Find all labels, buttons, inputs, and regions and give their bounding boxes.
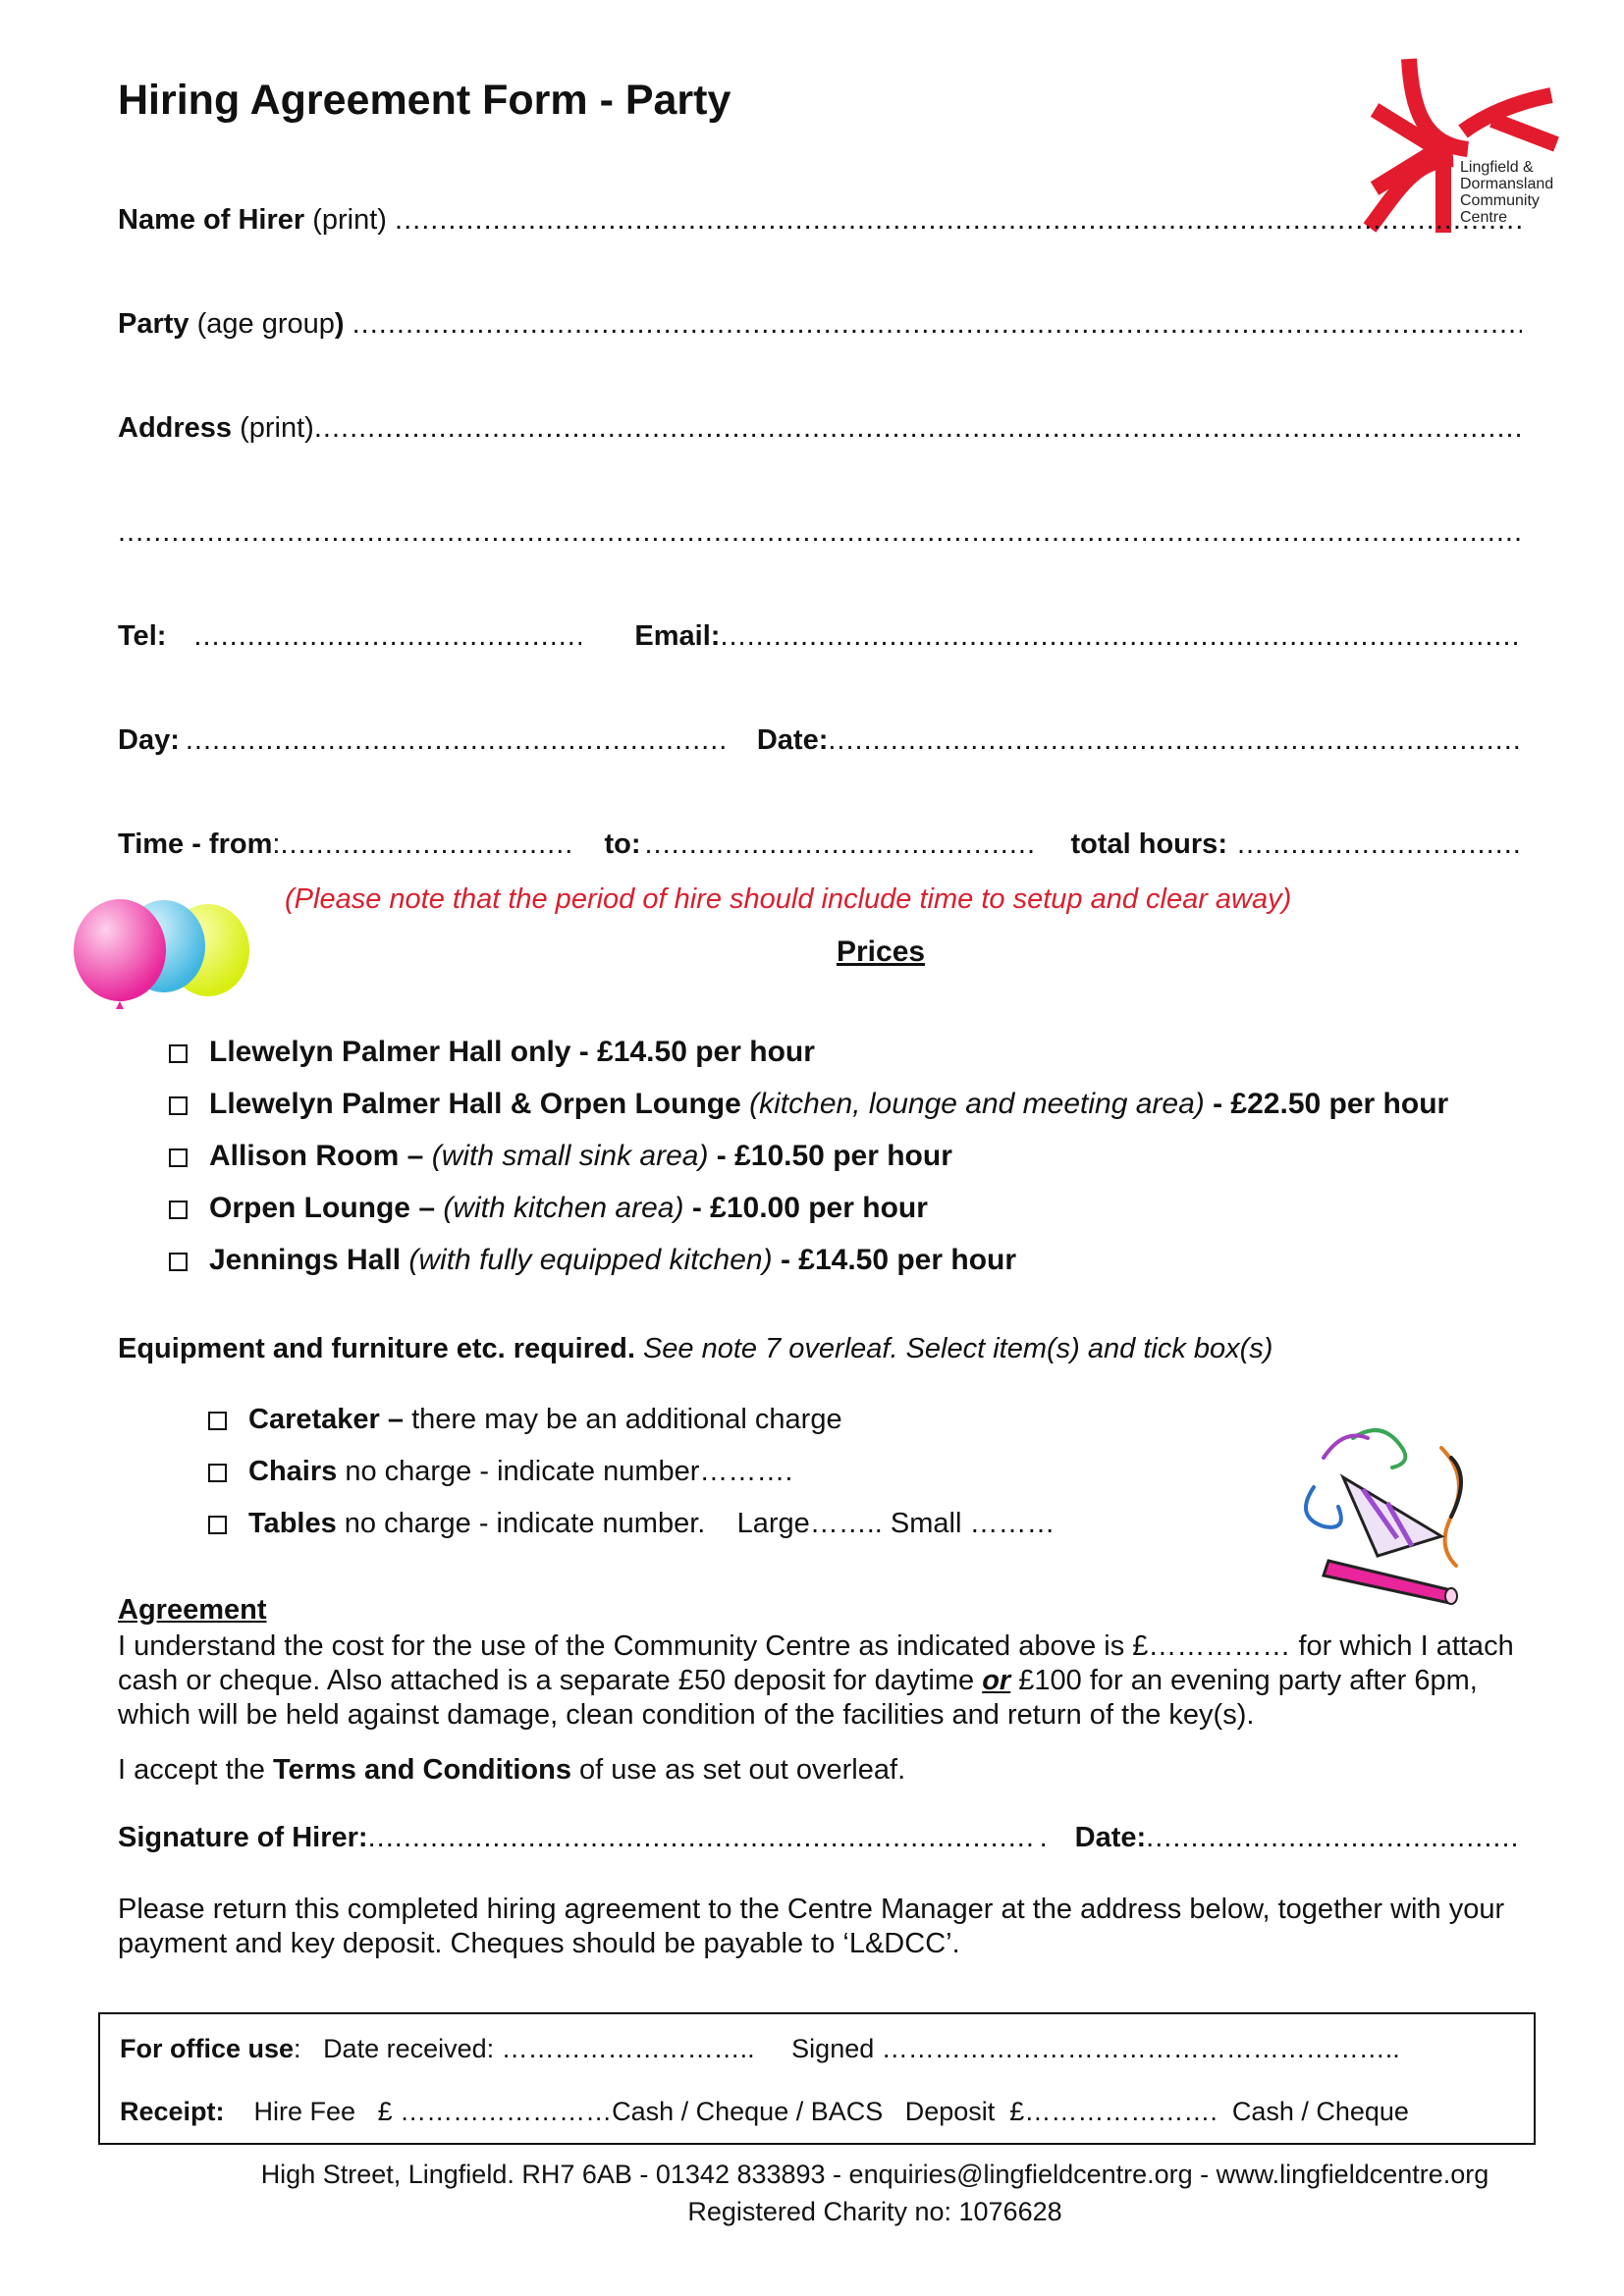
terms-and-conditions: Terms and Conditions [273,1754,571,1786]
address-field[interactable] [118,412,1522,445]
signature-input-line[interactable] [368,1822,1036,1854]
date-received: Date received: ……………………….. [323,2034,755,2063]
price-option-detail: (with kitchen area) [443,1192,684,1224]
date-label: Date: [756,724,829,756]
price-option-price: - £10.50 per hour [716,1140,952,1172]
agreement-heading: Agreement [118,1594,267,1626]
date-input-line[interactable] [828,724,1522,757]
balloons-icon [61,893,257,1016]
price-option-price: - £14.50 per hour [780,1244,1017,1276]
office-use-colon: : [294,2034,301,2063]
party-field[interactable] [118,308,1522,341]
agreement-text [118,1629,1532,1733]
price-option[interactable] [169,1140,1448,1192]
signature-date-input-line[interactable] [1146,1822,1522,1854]
price-option[interactable] [169,1088,1448,1140]
party-hint: (age group [196,308,335,340]
page-title: Hiring Agreement Form - Party [118,77,731,124]
return-note: Please return this completed hiring agreement to the Centre Manager at the address below, together with your payment and key deposit. Cheques should be payable to ‘L&DCC’. [118,1894,1505,1959]
tel-label: Tel: [118,620,167,652]
total-hours-input-line[interactable] [1237,828,1522,861]
balloons-image [61,893,257,1016]
footer-address: High Street, Lingfield. RH7 6AB - 01342 833893 - enquiries@lingfieldcentre.org - www.lingfieldcentre.org [260,2160,1489,2189]
receipt-text: Hire Fee £ ……………………Cash / Cheque / BACS Deposit £…………………. Cash / Cheque [253,2097,1409,2126]
equipment-heading-note: See note 7 overleaf. Select item(s) and tick box(s) [642,1333,1273,1364]
price-list [169,1036,1448,1296]
receipt-line [120,2097,1409,2127]
receipt-label: Receipt: [120,2097,225,2126]
checkbox[interactable] [169,1148,188,1167]
time-to-input-line[interactable] [644,828,1037,861]
email-label: Email: [634,620,721,652]
price-option[interactable] [169,1192,1448,1244]
party-hat-icon [1294,1418,1490,1605]
price-option-price: - £22.50 per hour [1213,1088,1449,1120]
day-date-row [118,724,1522,757]
time-from-colon: : [272,828,281,860]
equipment-option-detail: no charge - indicate number. Large…….. Small ……… [344,1508,1056,1539]
price-option-name: Orpen Lounge – [209,1192,436,1224]
day-label: Day: [118,724,180,756]
price-option-detail: (with small sink area) [431,1140,709,1172]
agreement-text-part: £100 for an evening party after 6pm, which will be held against damage, clean condition of the facilities and return of the key(s). [118,1665,1478,1731]
name-input-line[interactable] [395,204,1522,237]
equipment-option[interactable] [208,1404,1055,1456]
address-input-line-2[interactable] [118,516,1522,549]
time-row [118,828,1522,861]
address-label: Address [118,412,233,444]
price-option-price: - £10.00 per hour [691,1192,928,1224]
terms-acceptance [118,1753,1532,1788]
party-hat-image [1294,1418,1490,1605]
equipment-option-name: Tables [248,1508,337,1539]
equipment-option-name: Chairs [248,1456,338,1487]
address-field-line-2[interactable] [118,516,1522,549]
price-option[interactable] [169,1036,1448,1088]
checkbox[interactable] [169,1096,188,1115]
office-use-label: For office use [120,2034,295,2063]
tel-input-line[interactable] [193,620,581,653]
office-use-line [120,2034,1400,2064]
equipment-list [208,1404,1055,1560]
price-option-detail: (kitchen, lounge and meeting area) [749,1088,1205,1120]
to-label: to: [604,828,641,860]
logo-text-line: Centre [1460,209,1508,226]
email-input-line[interactable] [720,620,1522,653]
checkbox[interactable] [169,1044,188,1063]
time-from-input-line[interactable] [280,828,574,861]
equipment-option-detail: no charge - indicate number………. [345,1456,793,1487]
logo-text-line: Community [1460,192,1540,209]
price-option-name: Jennings Hall [209,1244,402,1276]
logo-text-line: Dormansland [1460,176,1554,192]
equipment-option-detail: there may be an additional charge [411,1404,842,1435]
price-option[interactable] [169,1244,1448,1296]
signature-row [118,1822,1522,1854]
equipment-heading [118,1333,1272,1365]
price-option-name: Llewelyn Palmer Hall only - £14.50 per hour [209,1036,815,1068]
checkbox[interactable] [208,1464,227,1482]
total-hours-label: total hours: [1070,828,1227,860]
party-input-line[interactable] [352,308,1522,341]
checkbox[interactable] [169,1201,188,1219]
party-hint-close: ) [334,308,345,340]
equipment-option[interactable] [208,1456,1055,1508]
logo-text-line: Lingfield & [1460,159,1534,176]
signature-separator: . [1039,1822,1048,1853]
accept-text: of use as set out overleaf. [570,1754,906,1786]
name-field[interactable] [118,204,1522,237]
checkbox[interactable] [208,1412,227,1430]
name-hint: (print) [312,204,387,236]
office-use-box [98,2012,1536,2145]
signature-date-label: Date: [1074,1822,1147,1853]
price-option-detail: (with fully equipped kitchen) [408,1244,773,1276]
signature-label: Signature of Hirer: [118,1822,368,1853]
footer-charity: Registered Charity no: 1076628 [687,2197,1062,2226]
agreement-text-part: I understand the cost for the use of the Community Centre as indicated above is £…………… for which I attach cash or cheque. Also attached is a separate £50 deposit for daytime [118,1630,1514,1696]
time-from-label: Time - from [118,828,273,860]
agreement-or: or [982,1665,1011,1696]
prices-heading: Prices [837,935,926,968]
checkbox[interactable] [208,1516,227,1534]
equipment-option[interactable] [208,1508,1055,1560]
accept-text: I accept the [118,1754,273,1786]
hire-period-note: (Please note that the period of hire should include time to setup and clear away) [285,883,1292,915]
price-option-name: Allison Room – [209,1140,424,1172]
equipment-heading-bold: Equipment and furniture etc. required. [118,1333,635,1364]
address-input-line[interactable] [314,412,1522,445]
day-input-line[interactable] [186,724,726,757]
equipment-option-name: Caretaker – [248,1404,404,1435]
office-signed: Signed ………………………………………………….. [791,2034,1400,2063]
party-label: Party [118,308,189,340]
price-option-name: Llewelyn Palmer Hall & Orpen Lounge [209,1088,741,1120]
contact-row [118,620,1522,653]
checkbox[interactable] [169,1253,188,1271]
address-hint: (print) [240,412,314,444]
name-label: Name of Hirer [118,204,305,236]
